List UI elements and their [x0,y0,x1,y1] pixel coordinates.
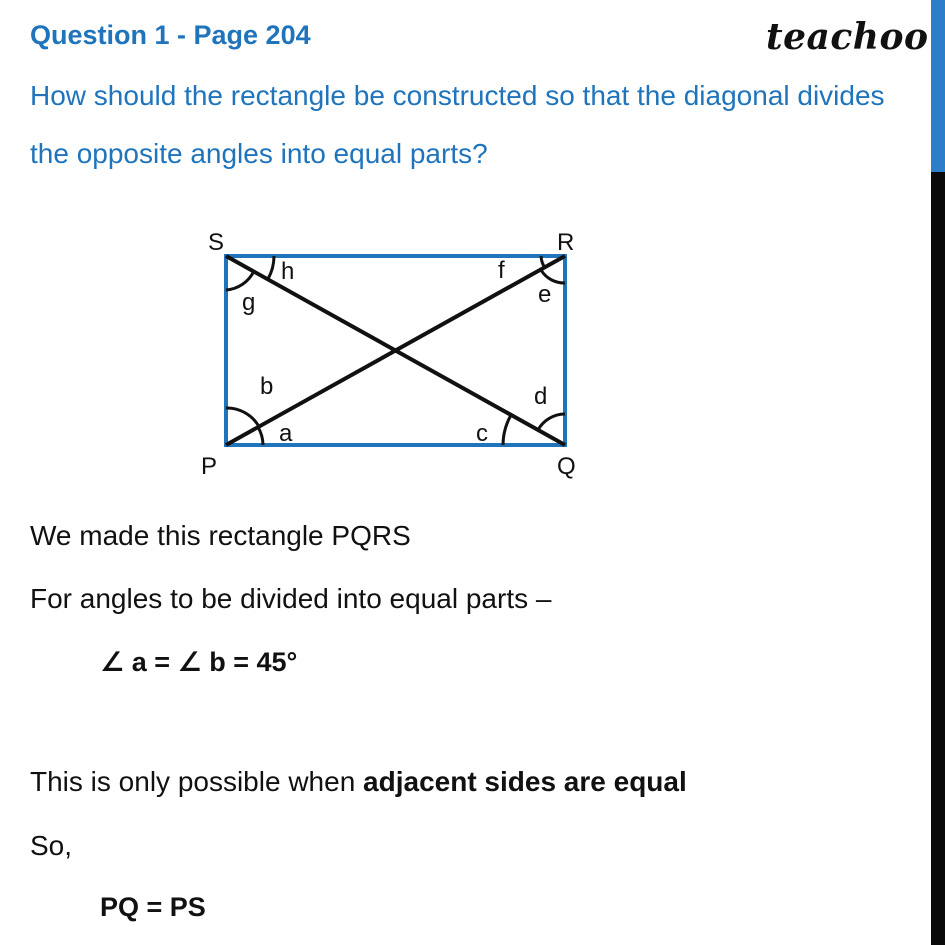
arc-angle-g [226,271,254,290]
vertex-label-s: S [208,229,225,256]
vertex-label-p: P [201,453,218,480]
arc-angle-b [226,408,258,425]
solution-line-4: So, [30,830,73,861]
solution-line-1: We made this rectangle PQRS [30,520,411,551]
solution-line-3 [30,766,687,798]
arc-angle-h [268,256,274,279]
solution-line-3-bold: adjacent sides are equal [363,766,687,797]
angle-label-f: f [498,257,505,284]
solution-line-3-prefix: This is only possible when [30,766,364,797]
question-line-2: the opposite angles into equal parts? [30,138,488,169]
angle-label-c: c [476,420,488,447]
arc-angle-a [258,427,263,445]
angle-label-g: g [242,289,256,316]
result-equation: PQ = PS [100,892,206,922]
angle-label-e: e [538,281,552,308]
angle-label-b: b [260,373,274,400]
solution-line-2: For angles to be divided into equal parts – [30,583,552,614]
scrollbar-thumb[interactable] [931,0,945,172]
angle-label-d: d [534,383,548,410]
angle-equation: ∠ a = ∠ b = 45° [100,647,298,677]
angle-label-a: a [279,420,293,447]
question-line-1: How should the rectangle be constructed so that the diagonal divides [30,80,885,111]
arc-angle-c [503,415,511,445]
vertex-label-r: R [557,229,575,256]
question-title: Question 1 - Page 204 [30,20,311,50]
vertex-label-q: Q [557,453,576,480]
teachoo-logo: teachoo [766,16,929,58]
angle-label-h: h [281,258,295,285]
arc-angle-d [538,414,565,430]
